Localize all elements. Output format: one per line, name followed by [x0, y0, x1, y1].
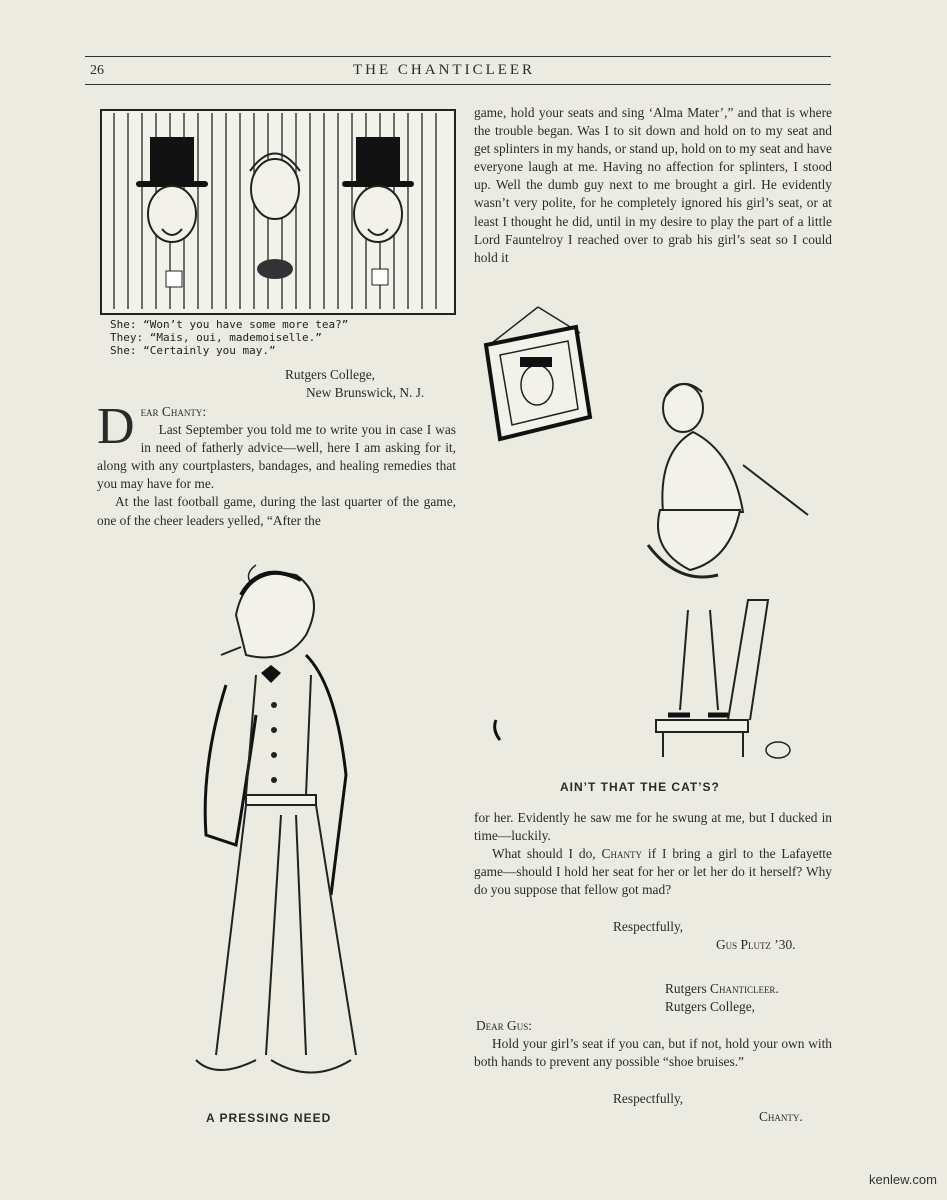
- letter2-address-word: Rutgers: [665, 981, 711, 996]
- letter2-address-name: Chanticleer.: [710, 981, 779, 996]
- letter1-address-line2: New Brunswick, N. J.: [306, 385, 425, 400]
- letter1-closing: Respectfully,: [613, 919, 684, 934]
- cat-illustration-caption: AIN’T THAT THE CAT’S?: [560, 780, 720, 794]
- letter2-closing: Respectfully,: [613, 1091, 684, 1106]
- letter1-para2-end: for her. Evidently he saw me for he swung at me, but I ducked in time—luckily.: [474, 810, 832, 844]
- caption-line: She: “Won’t you have some more tea?”: [110, 318, 349, 331]
- caption-line: They: “Mais, oui, mademoiselle.”: [110, 331, 322, 344]
- young-man-illustration-caption: A PRESSING NEED: [206, 1111, 332, 1125]
- letter2-body: [474, 1035, 832, 1071]
- page-number: 26: [90, 63, 104, 78]
- letter2-body-text: Hold your girl’s seat if you can, but if not, hold your own with both hands to prevent any possible “shoe bruises.”: [474, 1036, 832, 1070]
- letter2-address-line2: Rutgers College,: [665, 999, 756, 1014]
- letter1-para3-name: Chanty: [601, 846, 642, 862]
- dropcap: D: [97, 398, 135, 455]
- letter1-para3-b: if I bring a girl to the Lafayette game—should I hold her seat for her or let her do it herself? Why do you suppose that fellow got mad?: [474, 846, 832, 898]
- letter1-body-left: [97, 398, 456, 530]
- magazine-title: THE CHANTICLEER: [353, 62, 536, 78]
- letter1-address-line1: Rutgers College,: [285, 367, 376, 382]
- letter2-address-line1: [665, 980, 779, 998]
- tea-cartoon-caption: [110, 318, 348, 357]
- watermark: kenlew.com: [869, 1172, 937, 1187]
- header-rule-top: [85, 56, 831, 57]
- young-man-illustration: [186, 555, 386, 1105]
- letter1-para2: At the last football game, during the last quarter of the game, one of the cheer leaders yelled, “After the: [97, 494, 456, 528]
- letter1-signature: Gus Plutz ’30.: [716, 937, 796, 952]
- letter2-salutation: Dear Gus:: [476, 1018, 532, 1033]
- woman-on-chair-illustration: [488, 380, 828, 765]
- letter1-salutation: ear Chanty:: [140, 404, 207, 419]
- letter2-signature: Chanty.: [759, 1109, 803, 1124]
- letter1-body-right: [474, 104, 832, 267]
- caption-line: She: “Certainly you may.”: [110, 344, 276, 357]
- letter1-para3-a: What should I do,: [492, 846, 602, 862]
- letter1-body-right-2: [474, 809, 832, 899]
- letter1-para2-continued: game, hold your seats and sing ‘Alma Mater’,” and that is where the trouble began. Was I to sit down and hold on to my seat and get splinters in my hands, or stand up, hold on to my seat and have everyone laugh at me. Having no affection for splinters, I stood up. Well the dumb guy next to me brought a girl. He evidently wasn’t very polite, for he completely ignored his girl’s seat, or at least I thought he did, until in my desire to play the part of a little Lord Fauntelroy I reached over to grab his girl’s seat so I could hold it: [474, 105, 832, 265]
- tea-cartoon-illustration: [100, 109, 456, 315]
- header-rule-bottom: [85, 84, 831, 85]
- letter1-para1: Last September you told me to write you in case I was in need of fatherly advice—well, here I am asking for it, along with any courtplasters, bandages, and healing remedies that you may have for me.: [97, 422, 456, 492]
